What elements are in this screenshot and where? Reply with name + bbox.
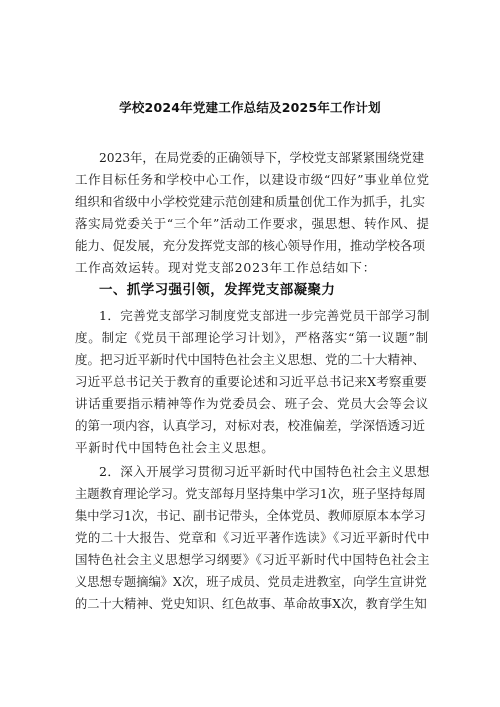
item-2-line-1: 2．深入开展学习贯彻习近平新时代中国特色社会主义思想 — [99, 464, 430, 479]
item-1-line-5: 讲话重要指示精神等作为党委员会、班子会、党员大会等会议 — [75, 396, 429, 411]
intro-line-5: 能力、促发展，充分发挥党支部的核心领导作用，推动学校各项 — [75, 238, 426, 253]
item-1-line-6: 的第一项内容，认真学习，对标对表，校准偏差，学深悟透习近 — [75, 418, 426, 433]
document-title: 学校2024年党建工作总结及2025年工作计划 — [119, 100, 381, 115]
item-2-line-2: 主题教育理论学习。党支部每月坚持集中学习1次，班子坚持每周 — [75, 487, 426, 501]
section-1-heading: 一、抓学习强引领，发挥党支部凝聚力 — [99, 282, 336, 298]
intro-line-1: 2023年，在局党委的正确领导下，学校党支部紧紧围绕党建 — [99, 151, 425, 165]
intro-line-4: 落实局党委关于“三个年”活动工作要求，强思想、转作风、提 — [75, 216, 430, 231]
intro-line-6: 工作高效运转。现对党支部2023年工作总结如下： — [75, 260, 377, 275]
item-1-line-4: 习近平总书记关于教育的重要论述和习近平总书记来X考察重要 — [75, 374, 428, 389]
item-2-line-5: 国特色社会主义思想学习纲要》《习近平新时代中国特色社会主 — [75, 552, 430, 567]
item-2-line-4: 党的二十大报告、党章和《习近平著作选读》《习近平新时代中 — [75, 530, 430, 545]
intro-line-3: 组织和省级中小学校党建示范创建和质量创优工作为抓手，扎实 — [75, 194, 426, 209]
item-2-line-7: 的二十大精神、党史知识、红色故事、革命故事X次，教育学生知 — [75, 597, 427, 611]
item-1-line-7: 平新时代中国特色社会主义思想。 — [75, 440, 275, 455]
item-1-line-3: 度。把习近平新时代中国特色社会主义思想、党的二十大精神、 — [75, 352, 426, 367]
item-2-line-6: 义思想专题摘编》X次，班子成员、党员走进教室，向学生宣讲党 — [75, 575, 427, 589]
item-1-line-1: 1．完善党支部学习制度党支部进一步完善党员干部学习制 — [99, 308, 430, 323]
item-1-line-2: 度。制定《党员干部理论学习计划》，严格落实“第一议题”制 — [75, 330, 429, 345]
intro-line-2: 工作目标任务和学校中心工作，以建设市级“四好”事业单位党 — [75, 172, 430, 187]
item-2-line-3: 集中学习1次，书记、副书记带头，全体党员、教师原原本本学习 — [75, 509, 426, 523]
